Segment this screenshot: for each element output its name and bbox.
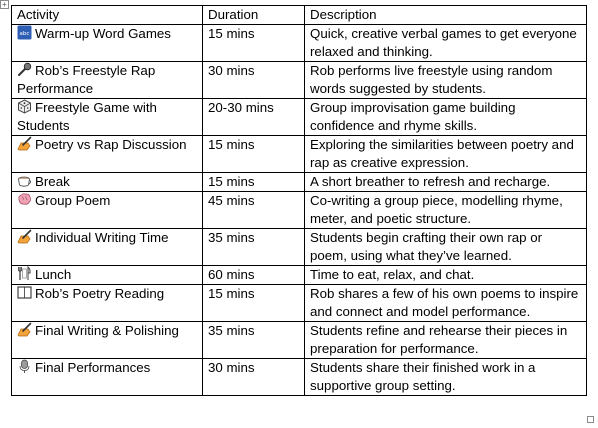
- description-cell[interactable]: Co-writing a group piece, modelling rhyme, meter, and poetic structure.: [305, 192, 587, 229]
- writing-hand-icon: [17, 322, 32, 337]
- activity-cell[interactable]: [12, 192, 203, 229]
- description-cell[interactable]: Time to eat, relax, and chat.: [305, 266, 587, 285]
- abc-icon: [17, 25, 32, 40]
- duration-cell[interactable]: 15 mins: [203, 285, 305, 322]
- activity-name: Final Writing & Polishing: [35, 323, 179, 338]
- description-cell[interactable]: Students share their finished work in a supportive group setting.: [305, 359, 587, 396]
- duration-cell[interactable]: 15 mins: [203, 25, 305, 62]
- description-cell[interactable]: A short breather to refresh and recharge.: [305, 173, 587, 192]
- description-cell[interactable]: Group improvisation game building confidence and rhyme skills.: [305, 99, 587, 136]
- tea-cup-icon: [17, 173, 32, 188]
- svg-text:abc: abc: [19, 31, 30, 37]
- table-row: [12, 99, 587, 136]
- header-duration[interactable]: Duration: [203, 6, 305, 25]
- table-row: [12, 62, 587, 99]
- activity-name: Freestyle Game with Students: [17, 100, 157, 133]
- microphone-icon: [17, 359, 32, 374]
- activity-name: Rob’s Freestyle Rap Performance: [17, 63, 156, 96]
- duration-cell[interactable]: 45 mins: [203, 192, 305, 229]
- activity-cell[interactable]: [12, 25, 203, 62]
- description-cell[interactable]: Rob shares a few of his own poems to inspire and connect and model performance.: [305, 285, 587, 322]
- table-resize-handle[interactable]: [587, 416, 594, 423]
- header-description[interactable]: Description: [305, 6, 587, 25]
- activity-cell[interactable]: [12, 99, 203, 136]
- activity-name: Break: [35, 174, 70, 189]
- brain-icon: [17, 192, 32, 207]
- table-row: [12, 266, 587, 285]
- description-cell[interactable]: Students refine and rehearse their pieces in preparation for performance.: [305, 322, 587, 359]
- table-row: [12, 359, 587, 396]
- activity-cell[interactable]: [12, 229, 203, 266]
- activity-name: Warm-up Word Games: [35, 26, 171, 41]
- duration-cell[interactable]: 15 mins: [203, 136, 305, 173]
- activity-name: Final Performances: [35, 360, 151, 375]
- activity-name: Lunch: [35, 267, 72, 282]
- table-row: [12, 322, 587, 359]
- table-row: [12, 285, 587, 322]
- activity-name: Group Poem: [35, 193, 111, 208]
- activity-cell[interactable]: [12, 285, 203, 322]
- game-die-icon: [17, 99, 32, 114]
- activity-name: Poetry vs Rap Discussion: [35, 137, 187, 152]
- activity-cell[interactable]: [12, 359, 203, 396]
- activity-cell[interactable]: [12, 322, 203, 359]
- table-row: [12, 173, 587, 192]
- activity-cell[interactable]: [12, 136, 203, 173]
- writing-hand-icon: [17, 229, 32, 244]
- table-move-handle[interactable]: +: [0, 0, 9, 9]
- open-book-icon: [17, 285, 32, 300]
- table-row: [12, 136, 587, 173]
- microphone-icon: [17, 62, 32, 77]
- duration-cell[interactable]: 20-30 mins: [203, 99, 305, 136]
- description-cell[interactable]: Exploring the similarities between poetry and rap as creative expression.: [305, 136, 587, 173]
- duration-cell[interactable]: 35 mins: [203, 322, 305, 359]
- header-activity[interactable]: Activity: [12, 6, 203, 25]
- activity-cell[interactable]: [12, 266, 203, 285]
- activity-name: Rob’s Poetry Reading: [35, 286, 165, 301]
- schedule-table: [11, 5, 587, 396]
- activity-cell[interactable]: [12, 62, 203, 99]
- duration-cell[interactable]: 15 mins: [203, 173, 305, 192]
- description-cell[interactable]: Quick, creative verbal games to get everyone relaxed and thinking.: [305, 25, 587, 62]
- writing-hand-icon: [17, 136, 32, 151]
- description-cell[interactable]: Students begin crafting their own rap or poem, using what they’ve learned.: [305, 229, 587, 266]
- table-header-row: [12, 6, 587, 25]
- table-row: [12, 192, 587, 229]
- activity-name: Individual Writing Time: [35, 230, 169, 245]
- duration-cell[interactable]: 30 mins: [203, 359, 305, 396]
- description-cell[interactable]: Rob performs live freestyle using random words suggested by students.: [305, 62, 587, 99]
- table-row: [12, 25, 587, 62]
- duration-cell[interactable]: 35 mins: [203, 229, 305, 266]
- fork-knife-icon: [17, 266, 32, 281]
- table-row: [12, 229, 587, 266]
- duration-cell[interactable]: 60 mins: [203, 266, 305, 285]
- duration-cell[interactable]: 30 mins: [203, 62, 305, 99]
- activity-cell[interactable]: [12, 173, 203, 192]
